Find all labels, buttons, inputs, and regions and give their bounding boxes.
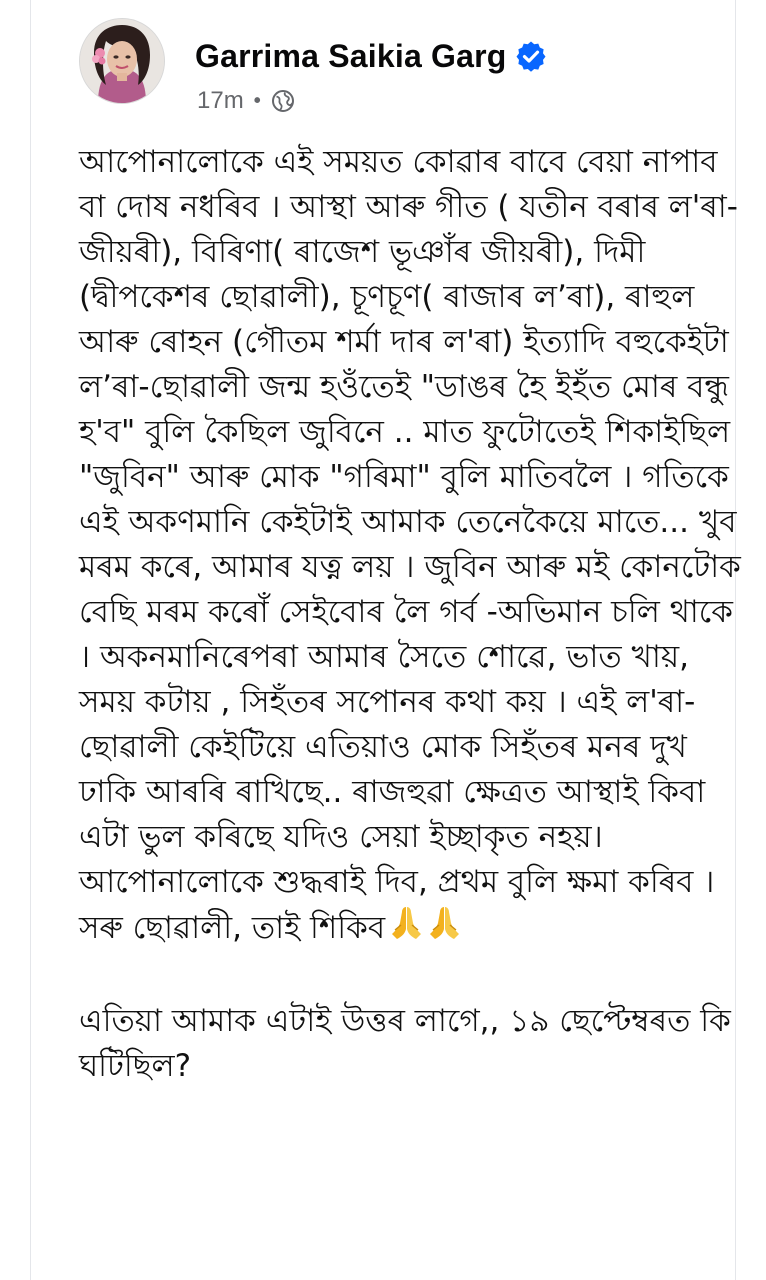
post-body (79, 140, 751, 1089)
author-avatar[interactable] (79, 18, 165, 104)
post-meta (197, 86, 295, 116)
verified-badge-icon (515, 40, 547, 72)
folded-hands-emoji-icon (389, 905, 463, 954)
meta-separator: • (253, 89, 261, 112)
post-paragraph (79, 140, 751, 954)
post-card (30, 0, 741, 1280)
post-paragraph: এতিয়া আমাক এটাই উত্তৰ লাগে,, ১৯ ছেপ্টেম্বৰত কি ঘটিছিল? (79, 1003, 731, 1084)
author-line (195, 34, 547, 78)
post-header (79, 18, 739, 118)
post-paragraph-text: আপোনালোকে এই সময়ত কোৱাৰ বাবে বেয়া নাপাব বা দোষ নধৰিব । আস্থা আৰু গীত ( যতীন বৰাৰ ল'ৰা- জীয়ৰী), বিৰিণা( ৰাজেশ ভূঞাঁৰ জীয়ৰী), দিমী (দ্বীপকেশৰ ছোৱালী), চূণচূণ( ৰাজাৰ ল’ৰা), ৰাহুল আৰু ৰোহন (গৌতম শৰ্মা দাৰ ল'ৰা) ইত্যাদি বহুকেইটা ল’ৰা-ছোৱালী জন্ম হওঁতেই "ডাঙৰ হৈ ইহঁত মোৰ বন্ধু হ'ব" বুলি কৈছিল জুবিনে .. মাত ফুটোতেই শিকাইছিল "জুবিন" আৰু মোক "গৰিমা" বুলি মাতিবলৈ । গতিকে এই অকণমানি কেইটাই আমাক তেনেকৈয়ে মাতে... খুব মৰম কৰে, আমাৰ যত্ন লয় । জুবিন আৰু মই কোনটোক বেছি মৰম কৰোঁ সেইবোৰ লৈ গৰ্ব -অভিমান চলি থাকে । অকনমানিৰেপৰা আমাৰ সৈতে শোৱে, ভাত খায়, সময় কটায় , সিহঁতৰ সপোনৰ কথা কয় । এই ল'ৰা- ছোৱালী কেইটিয়ে এতিয়াও মোক সিহঁতৰ মনৰ দুখ ঢাকি আৰৰি ৰাখিছে.. ৰাজহুৱা ক্ষেত্ৰত আস্থাই কিবা এটা ভুল কৰিছে যদিও সেয়া ইচ্ছাকৃত নহয়। আপোনালোকে শুদ্ধৰাই দিব, প্ৰথম বুলি ক্ষমা কৰিব । সৰু ছোৱালী, তাই শিকিব (79, 144, 741, 946)
globe-icon[interactable] (271, 89, 295, 113)
post-timestamp[interactable]: 17m (197, 87, 244, 114)
author-name[interactable]: Garrima Saikia Garg (195, 37, 507, 74)
avatar-portrait-icon (80, 19, 164, 103)
